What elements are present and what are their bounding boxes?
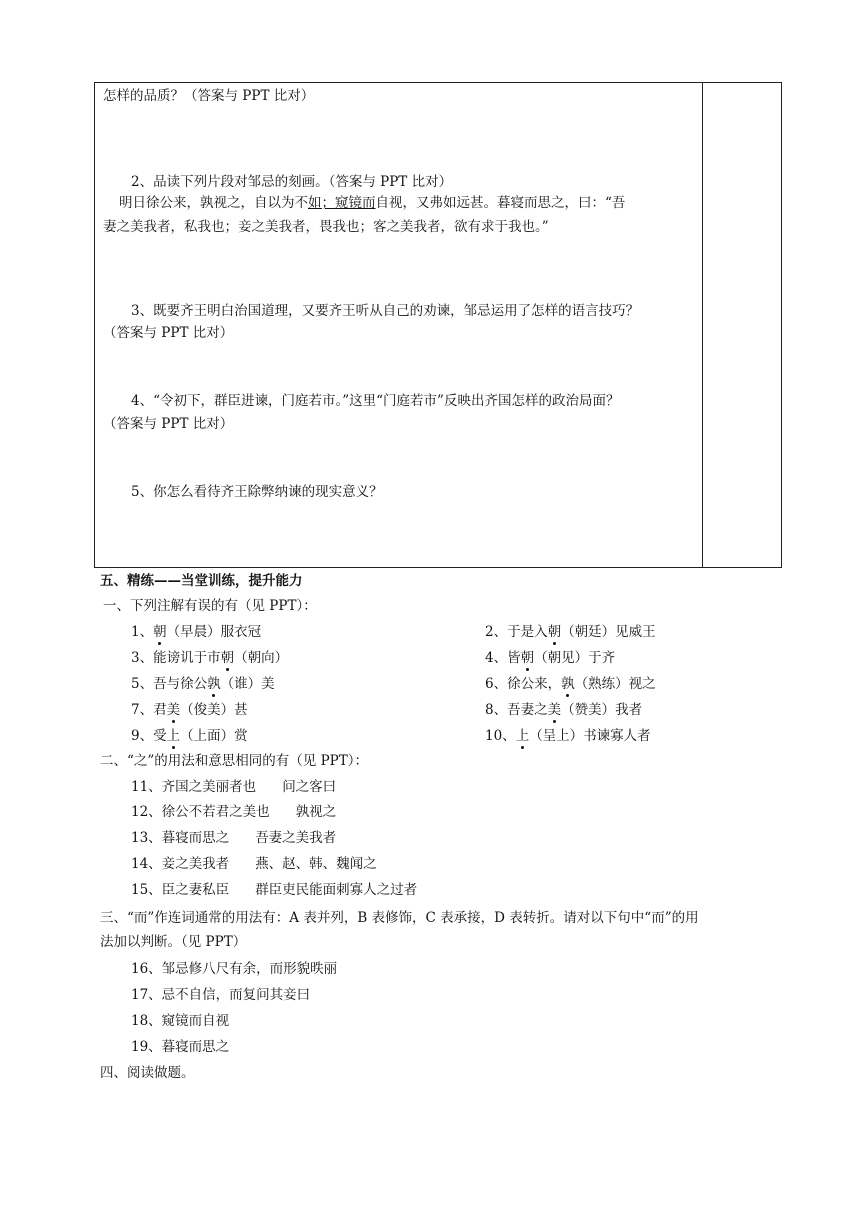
q3-line1: 3、既要齐王明白治国道理，又要齐王听从自己的劝谏，邹忌运用了怎样的语言技巧？	[131, 303, 640, 319]
q3-line2: （答案与 PPT 比对）	[103, 325, 234, 341]
list-item: 2、于是入朝（朝廷）见威王	[485, 624, 656, 640]
list-item: 4、皆朝（朝见）于齐	[485, 650, 616, 666]
list-item: 12、徐公不若君之美也 孰视之	[131, 804, 337, 820]
q5: 5、你怎么看待齐王除弊纳谏的现实意义？	[131, 484, 383, 500]
part3-heading-line1: 三、“而”作连词通常的用法有：A 表并列，B 表修饰，C 表承接，D 表转折。请对以下句中“而”的用	[100, 910, 699, 926]
part4-heading: 四、阅读做题。	[100, 1065, 195, 1081]
q1-tail: 怎样的品质？（答案与 PPT 比对）	[103, 88, 315, 104]
q4-line2: （答案与 PPT 比对）	[103, 416, 234, 432]
q2-title: 2、品读下列片段对邹忌的刻画。（答案与 PPT 比对）	[131, 174, 453, 190]
list-item: 13、暮寝而思之 吾妻之美我者	[131, 830, 337, 846]
list-item: 6、徐公来，孰（熟练）视之	[485, 676, 656, 692]
table-divider	[702, 83, 703, 567]
list-item: 3、能谤讥于市朝（朝向）	[131, 650, 289, 666]
list-item: 18、窥镜而自视	[131, 1013, 230, 1029]
list-item: 9、受上（上面）赏	[131, 728, 248, 744]
list-item: 7、君美（俊美）甚	[131, 702, 248, 718]
q2-passage-line1: 明日徐公来，孰视之，自以为不如；窥镜而自视，又弗如远甚。暮寝而思之，曰：“吾	[119, 195, 626, 211]
q4-line1: 4、“令初下，群臣进谏，门庭若市。”这里“门庭若市”反映出齐国怎样的政治局面？	[131, 393, 620, 409]
part1-heading: 一、下列注解有误的有（见 PPT）：	[103, 598, 317, 614]
list-item: 16、邹忌修八尺有余，而形貌昳丽	[131, 961, 338, 977]
list-item: 8、吾妻之美（赞美）我者	[485, 702, 643, 718]
list-item: 19、暮寝而思之	[131, 1039, 230, 1055]
list-item: 10、上（呈上）书谏寡人者	[485, 728, 651, 744]
part2-heading: 二、“之”的用法和意思相同的有（见 PPT）：	[100, 753, 369, 769]
list-item: 15、臣之妻私臣 群臣吏民能面刺寡人之过者	[131, 882, 418, 898]
q2-passage-line2: 妻之美我者，私我也；妾之美我者，畏我也；客之美我者，欲有求于我也。”	[103, 219, 549, 235]
part3-heading-line2: 法加以判断。（见 PPT）	[100, 934, 247, 950]
list-item: 14、妾之美我者 燕、赵、韩、魏闻之	[131, 856, 377, 872]
list-item: 17、忌不自信，而复问其妾曰	[131, 987, 311, 1003]
list-item: 1、朝（早晨）服衣冠	[131, 624, 262, 640]
section5-title: 五、精练——当堂训练，提升能力	[100, 573, 303, 589]
list-item: 5、吾与徐公孰（谁）美	[131, 676, 275, 692]
list-item: 11、齐国之美丽者也 问之客曰	[131, 779, 337, 795]
